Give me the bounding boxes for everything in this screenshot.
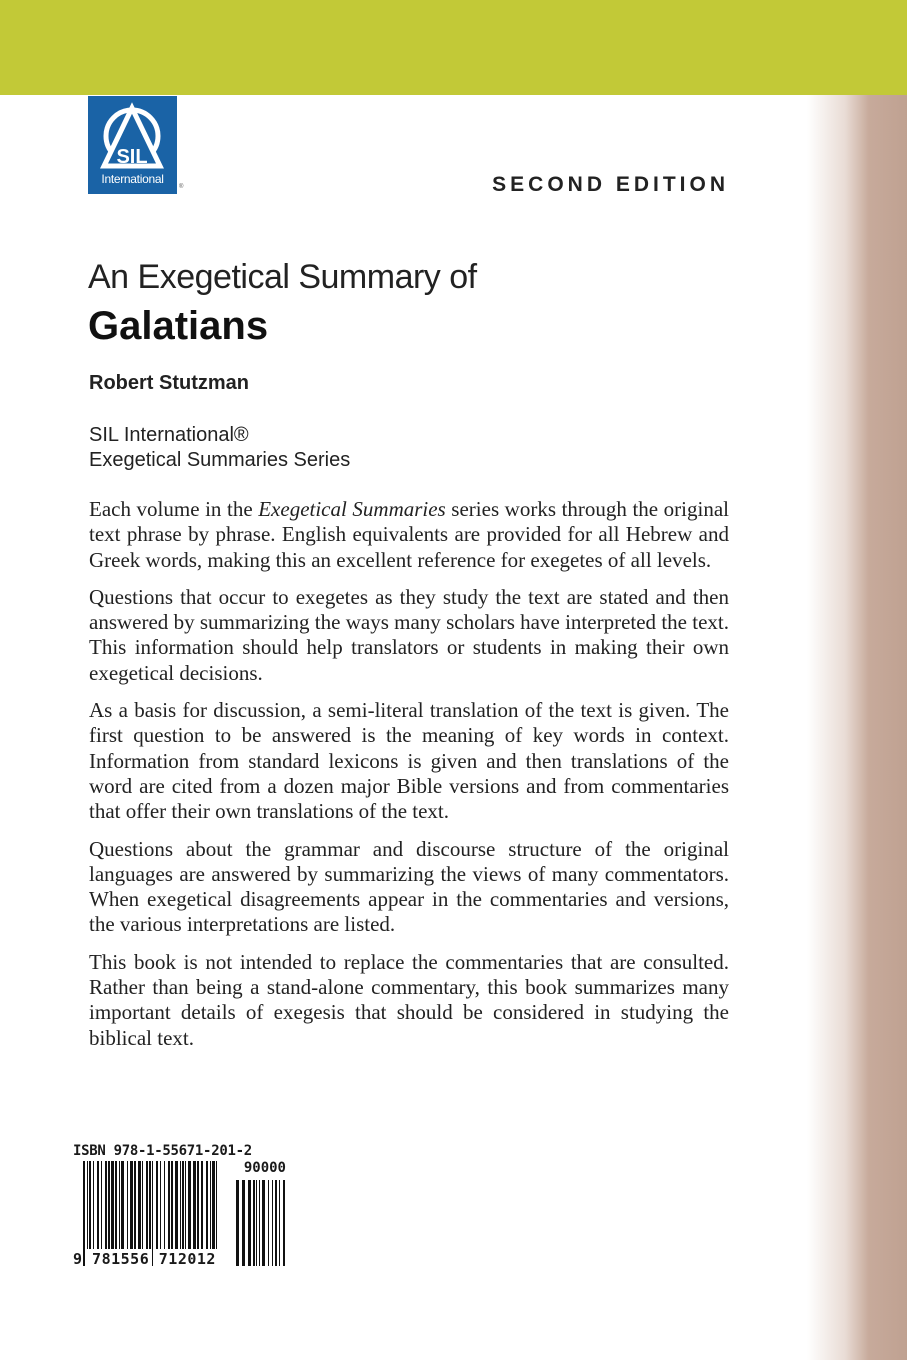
barcode-bar [268,1180,269,1266]
barcode-bar [175,1161,178,1249]
barcode-bar [93,1161,94,1249]
barcode-bar [210,1161,211,1249]
barcode-bar [185,1161,186,1249]
barcode-bar [146,1161,148,1249]
barcode-bar [188,1161,191,1249]
isbn-text: ISBN 978-1-55671-201-2 [73,1143,252,1159]
barcode-bar [111,1161,114,1249]
barcode-bar [97,1161,99,1249]
book-title: Galatians [88,304,269,348]
barcode-bar [197,1161,199,1249]
title-line-1: An Exegetical Summary of [88,258,477,296]
barcode-bar [130,1161,133,1249]
description [89,497,729,1063]
barcode-bar [105,1161,107,1249]
barcode-bar [201,1161,203,1249]
barcode-bar [242,1180,245,1266]
sil-emblem-icon [88,96,177,176]
barcode-bar [193,1161,196,1249]
barcode-bar [259,1180,260,1266]
barcode-bar [182,1161,184,1249]
paragraph-2: Questions that occur to exegetes as they study the text are stated and then answered by summarizing the ways many scholars have interpreted the text. This information should help translators or students in making their own exegetical decisions. [89,584,729,685]
barcode-bar [236,1180,239,1266]
barcode-bar [256,1180,257,1266]
isbn-barcode [73,1143,288,1268]
barcode-bar [272,1180,273,1266]
barcode-bar [101,1161,102,1249]
barcode-bar [138,1161,141,1249]
barcode-bar [121,1161,124,1249]
spine-edge [807,95,907,1360]
paragraph-5: This book is not intended to replace the commentaries that are consulted. Rather than being a stand-alone commentary, this book summarizes many important details of exegesis that should be considered in studying the biblical text. [89,949,729,1050]
text: series works through the original text phrase by phrase. English equivalents are provided for all Hebrew and Greek words, making this an excellent reference for exegetes of all levels. [89,497,730,572]
text: Each volume in the [89,497,259,521]
barcode-bar [119,1161,120,1249]
barcode-bar [253,1180,255,1266]
barcode-bar [279,1180,280,1266]
barcode-bar [134,1161,136,1249]
series-name: Exegetical Summaries Series [89,449,351,471]
barcode-bar [89,1161,91,1249]
barcode-bar [164,1161,165,1249]
barcode-bar [108,1161,110,1249]
top-color-band [0,0,907,95]
barcode-bar [283,1180,285,1266]
sil-logo [88,96,177,194]
barcode-bar [206,1161,208,1249]
paragraph-1 [89,497,729,573]
series-info [89,423,350,473]
barcode-bar [275,1180,277,1266]
barcode-bar [87,1161,88,1249]
barcode-digits: 9 781556 712012 [73,1250,216,1268]
author-name: Robert Stutzman [89,372,249,394]
edition-label: SECOND EDITION [492,173,729,196]
barcode-bar [142,1161,143,1249]
barcode-bar [216,1161,217,1249]
logo-name: International [101,172,164,186]
barcode-bar [168,1161,170,1249]
barcode-bar [149,1161,151,1249]
barcode-bar [115,1161,117,1249]
paragraph-4: Questions about the grammar and discourse structure of the original languages are answered by summarizing the views of many commentators. When exegetical disagreements appear in the commentaries and versions, the various interpretations are listed. [89,836,729,937]
barcode-bar [160,1161,161,1249]
paragraph-3: As a basis for discussion, a semi-literal translation of the text is given. The first question to be answered is the meaning of key words in context. Information from standard lexicons is given and then translations of the word are cited from a dozen major Bible versions and from commentaries that offer their own translations of the text. [89,698,729,824]
barcode-bar [248,1180,251,1266]
barcode-bar [156,1161,158,1249]
barcode-bar [127,1161,128,1249]
logo-registered-mark: ® [179,184,184,190]
barcode-bar [212,1161,215,1249]
barcode-bar [171,1161,173,1249]
series-emphasis: Exegetical Summaries [258,497,446,521]
barcode-bar [262,1180,265,1266]
publisher: SIL International® [89,424,249,446]
logo-mark-text: SIL [116,146,148,168]
price-addon: 90000 [243,1160,286,1176]
barcode-bar [180,1161,181,1249]
